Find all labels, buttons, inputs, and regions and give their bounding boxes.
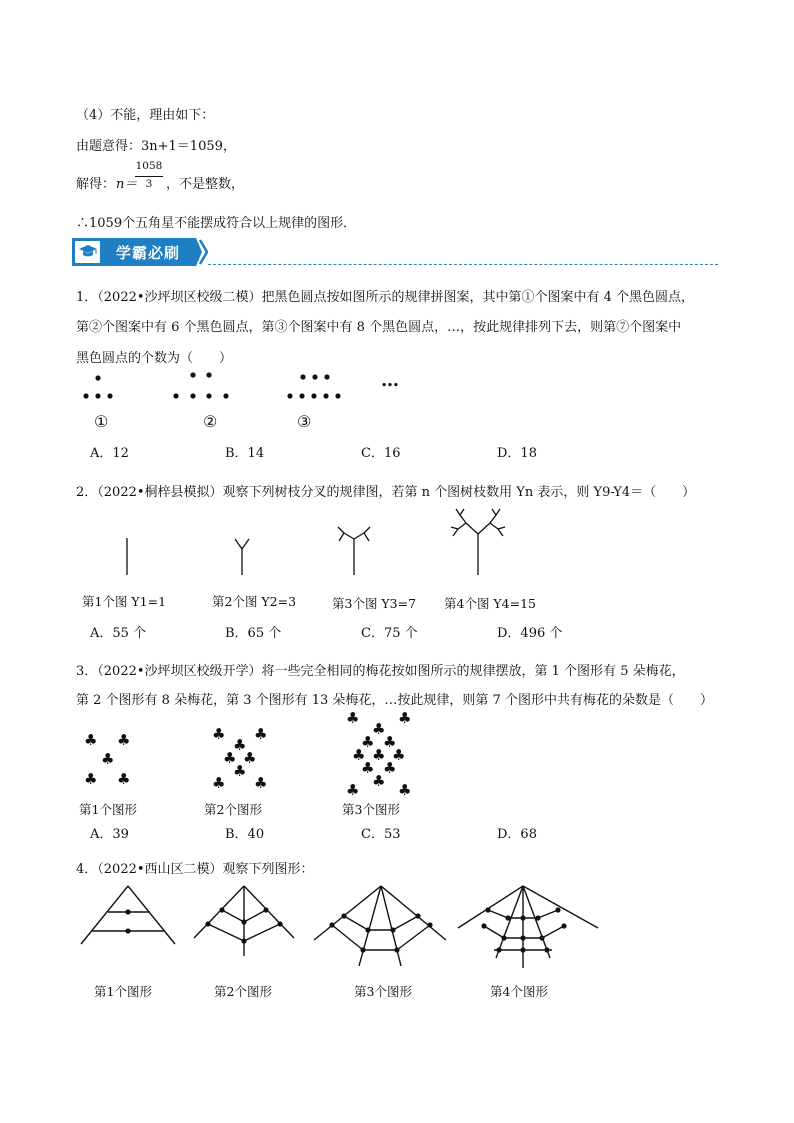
club-icon: ♣ xyxy=(361,733,375,751)
q2-tree-2 xyxy=(235,539,249,575)
club-icon: ♣ xyxy=(212,725,226,743)
club-icon: ♣ xyxy=(84,770,98,788)
q3-fig-label-2: 第2个图形 xyxy=(204,802,262,817)
q1-figure-2 xyxy=(173,372,228,398)
club-icon: ♣ xyxy=(254,725,268,743)
q1-option-b[interactable]: B．14 xyxy=(225,446,265,461)
banner-title: 学霸必刷 xyxy=(116,244,181,262)
q3-stem-line-2: 第 2 个图形有 8 朵梅花，第 3 个图形有 13 朵梅花，…按此规律，则第 7 个图形中共有梅花的朵数是（ ） xyxy=(76,693,713,708)
club-icon: ♣ xyxy=(84,731,98,749)
q1-option-c[interactable]: C．16 xyxy=(361,446,401,461)
club-icon: ♣ xyxy=(383,759,397,777)
club-icon: ♣ xyxy=(398,781,412,799)
q4-figure-3 xyxy=(314,886,446,966)
graduation-cap-icon xyxy=(78,243,98,261)
club-icon: ♣ xyxy=(117,731,131,749)
fraction-numerator: 1058 xyxy=(135,160,163,172)
q3-option-a[interactable]: A．39 xyxy=(90,827,129,842)
q4-fig-label-1: 第1个图形 xyxy=(94,984,152,999)
q1-option-a[interactable]: A．12 xyxy=(90,446,129,461)
q3-option-b[interactable]: B．40 xyxy=(225,827,265,842)
q4-web-figures xyxy=(76,878,606,973)
q4-figure-4 xyxy=(458,886,598,968)
q4-stem: 4．（2022•西山区二模）观察下列图形： xyxy=(76,862,314,877)
solution-line-3-prefix: 解得： xyxy=(76,177,116,192)
fraction-denominator: 3 xyxy=(145,178,153,190)
q1-fig-label-2: ② xyxy=(203,412,218,431)
q2-tree-4 xyxy=(451,509,505,575)
solution-line-3-n: n＝ xyxy=(116,177,138,192)
q3-option-c[interactable]: C．53 xyxy=(361,827,401,842)
club-icon: ♣ xyxy=(254,774,268,792)
q2-fig-label-1: 第1个图 Y1=1 xyxy=(82,594,167,609)
fraction-bar xyxy=(135,176,163,177)
q4-figure-1 xyxy=(81,886,175,944)
q3-option-d[interactable]: D．68 xyxy=(497,827,537,842)
club-icon: ♣ xyxy=(372,746,386,764)
club-icon: ♣ xyxy=(372,772,386,790)
solution-line-1: （4）不能，理由如下： xyxy=(76,108,215,123)
q1-stem-line-2: 第②个图案中有 6 个黑色圆点，第③个图案中有 8 个黑色圆点，…，按此规律排列下去，则第⑦个图案中 xyxy=(76,320,682,335)
q1-figure-3 xyxy=(287,374,340,398)
q3-fig-label-3: 第3个图形 xyxy=(342,802,400,817)
solution-line-2: 由题意得：3n+1＝1059， xyxy=(76,139,236,154)
q4-fig-label-3: 第3个图形 xyxy=(354,984,412,999)
q2-tree-3 xyxy=(338,527,370,575)
club-icon: ♣ xyxy=(352,746,366,764)
club-icon: ♣ xyxy=(243,749,257,767)
q2-tree-figures xyxy=(100,505,520,585)
club-icon: ♣ xyxy=(392,746,406,764)
club-icon: ♣ xyxy=(233,762,247,780)
club-icon: ♣ xyxy=(372,720,386,738)
club-icon: ♣ xyxy=(383,733,397,751)
club-icon: ♣ xyxy=(223,749,237,767)
club-icon: ♣ xyxy=(361,759,375,777)
q4-fig-label-4: 第4个图形 xyxy=(490,984,548,999)
q1-fig-label-1: ① xyxy=(94,412,109,431)
banner-dashed-rule xyxy=(208,264,718,265)
q2-option-d[interactable]: D．496 个 xyxy=(497,626,563,641)
q4-fig-label-2: 第2个图形 xyxy=(214,984,272,999)
solution-line-3-suffix: ，不是整数， xyxy=(166,177,245,192)
q1-option-d[interactable]: D．18 xyxy=(497,446,537,461)
club-icon: ♣ xyxy=(346,709,360,727)
solution-line-4: ∴1059个五角星不能摆成符合以上规律的图形． xyxy=(76,216,357,231)
q2-option-c[interactable]: C．75 个 xyxy=(361,626,418,641)
q2-fig-label-2: 第2个图 Y2=3 xyxy=(212,594,297,609)
q3-fig-label-1: 第1个图形 xyxy=(79,802,137,817)
club-icon: ♣ xyxy=(117,770,131,788)
q3-stem-line-1: 3．（2022•沙坪坝区校级开学）将一些完全相同的梅花按如图所示的规律摆放，第 1 个图形有 5 朵梅花， xyxy=(76,664,685,679)
q1-dot-figures xyxy=(76,368,416,408)
club-icon: ♣ xyxy=(212,774,226,792)
q1-stem-line-1: 1．（2022•沙坪坝区校级二模）把黑色圆点按如图所示的规律拼图案，其中第①个图案中有 4 个黑色圆点， xyxy=(76,290,695,305)
club-icon: ♣ xyxy=(346,781,360,799)
q1-ellipsis: … xyxy=(381,370,399,391)
q4-figure-2 xyxy=(194,886,294,956)
club-icon: ♣ xyxy=(101,750,115,768)
club-icon: ♣ xyxy=(398,709,412,727)
q2-fig-label-3: 第3个图 Y3=7 xyxy=(332,596,417,611)
q2-fig-label-4: 第4个图 Y4=15 xyxy=(444,596,537,611)
q1-figure-1 xyxy=(83,375,112,398)
q2-option-a[interactable]: A．55 个 xyxy=(90,626,147,641)
q2-stem: 2．（2022•桐梓县模拟）观察下列树枝分叉的规律图，若第 n 个图树枝数用 Yn 表示，则 Y9-Y4＝（ ） xyxy=(76,485,696,500)
club-icon: ♣ xyxy=(233,736,247,754)
q1-fig-label-3: ③ xyxy=(297,412,312,431)
q1-stem-line-3: 黑色圆点的个数为（ ） xyxy=(76,351,233,366)
q2-option-b[interactable]: B．65 个 xyxy=(225,626,282,641)
